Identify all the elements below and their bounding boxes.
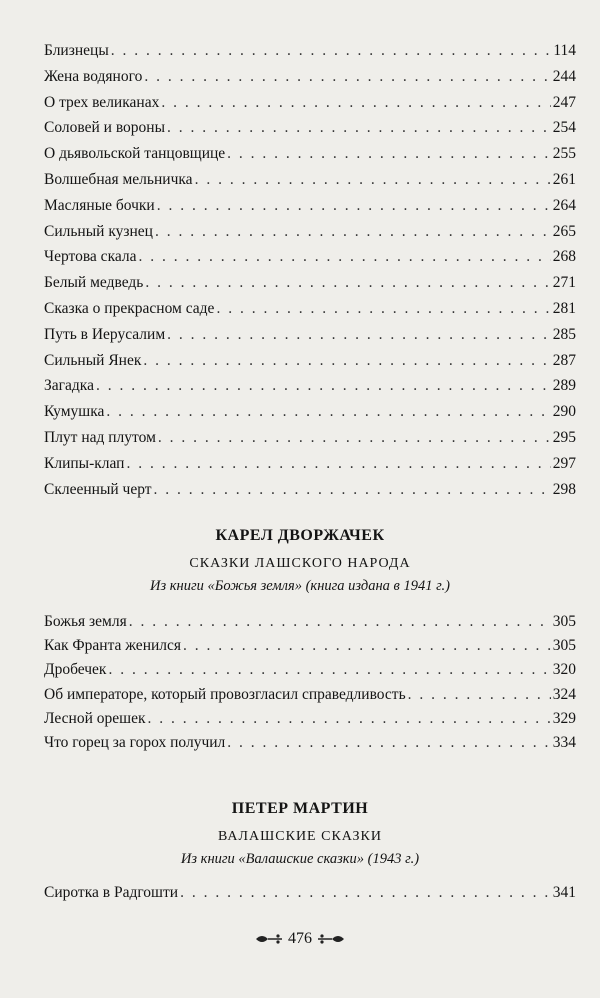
toc-entry-title: Белый медведь (44, 274, 144, 292)
dot-leader (106, 403, 550, 421)
dot-leader (96, 377, 551, 395)
toc-entry-page: 334 (552, 734, 576, 751)
toc-entry-title: Чертова скала (44, 248, 137, 266)
toc-entry (44, 605, 576, 631)
toc-entry-page: 281 (552, 300, 576, 317)
dot-leader (227, 734, 550, 752)
fleuron-icon (316, 932, 346, 946)
toc-entry (44, 111, 576, 137)
collection-heading-valashsky: ВАЛАШСКИЕ СКАЗКИ (217, 829, 383, 844)
toc-entry-title: Сильный Янек (44, 351, 142, 369)
toc-entry-title: Путь в Иерусалим (44, 325, 166, 343)
toc-entry (44, 344, 576, 370)
toc-entry (44, 473, 576, 499)
toc-entry-page: 285 (552, 325, 576, 343)
toc-entry-title: Масляные бочки (44, 196, 155, 214)
toc-entry-page: 324 (552, 685, 576, 703)
source-note-dvorzhachek: Из книги «Божья земля» (книга издана в 1941 г.) (150, 578, 450, 594)
toc-entry-title: О дьявольской танцовщице (44, 145, 226, 163)
dot-leader (143, 352, 550, 370)
dot-leader (144, 68, 550, 86)
toc-entry-title: Сильный кузнец (44, 222, 153, 240)
dot-leader (216, 300, 550, 318)
toc-entry-title: Плут над плутом (44, 429, 156, 446)
dot-leader (126, 455, 550, 473)
toc-entry-page: 254 (552, 119, 576, 137)
toc-entry (44, 215, 576, 241)
toc-entry-page: 297 (552, 454, 576, 472)
toc-entry (44, 292, 576, 318)
toc-entry-page: 114 (553, 42, 576, 59)
toc-entry (44, 629, 576, 655)
toc-entry (44, 653, 576, 679)
toc-entry-page: 305 (552, 637, 576, 655)
toc-entry-title: Об императоре, который провозгласил справедливость (44, 685, 406, 703)
page-folio (0, 930, 600, 948)
toc-entry-page: 255 (552, 145, 576, 163)
dot-leader (195, 171, 551, 189)
toc-entry-page: 265 (552, 222, 576, 240)
toc-entry (44, 678, 576, 704)
toc-entry-title: Соловей и вороны (44, 119, 165, 137)
page-number: 476 (288, 930, 312, 947)
toc-entry-page: 341 (552, 884, 576, 901)
toc-entry-title: Клипы-клап (44, 454, 125, 472)
toc-entry-page: 289 (552, 377, 576, 395)
source-note-martin: Из книги «Валашские сказки» (1943 г.) (180, 851, 420, 867)
dot-leader (111, 42, 552, 60)
toc-entry-page: 271 (552, 274, 576, 292)
toc-entry (44, 34, 576, 60)
toc-entry (44, 137, 576, 163)
toc-entry-page: 329 (552, 709, 576, 727)
toc-entry (44, 447, 576, 473)
toc-entry-title: Склеенный черт (44, 480, 152, 498)
toc-entry-page: 295 (552, 429, 576, 446)
toc-entry (44, 395, 576, 421)
toc-entry-page: 268 (552, 248, 576, 266)
toc-entry-page: 264 (552, 196, 576, 214)
toc-entry-page: 244 (552, 67, 576, 85)
toc-entry (44, 189, 576, 215)
toc-entry-title: Сказка о прекрасном саде (44, 300, 215, 317)
toc-entry-page: 320 (552, 661, 576, 679)
toc-entry (44, 163, 576, 189)
author-heading-dvorzhachek: КАРЕЛ ДВОРЖАЧЕК (215, 527, 385, 544)
toc-entry-title: О трех великанах (44, 93, 160, 111)
author-heading-martin: ПЕТЕР МАРТИН (231, 800, 369, 817)
toc-entry-page: 290 (552, 403, 576, 421)
dot-leader (167, 119, 551, 137)
toc-entry (44, 369, 576, 395)
dot-leader (161, 94, 550, 112)
toc-entry (44, 266, 576, 292)
toc-entry-title: Близнецы (44, 42, 109, 59)
toc-entry-title: Жена водяного (44, 67, 143, 85)
toc-entry (44, 318, 576, 344)
toc-entry-title: Сиротка в Радгошти (44, 884, 179, 901)
dot-leader (154, 481, 551, 499)
dot-leader (155, 223, 551, 241)
toc-entry-page: 247 (552, 93, 576, 111)
toc-entry (44, 876, 576, 902)
dot-leader (227, 145, 551, 163)
toc-entry-title: Дробечек (44, 661, 107, 679)
toc-entry-title: Лесной орешек (44, 709, 146, 727)
toc-entry-title: Как Франта женился (44, 637, 182, 655)
toc-entry-page: 287 (552, 351, 576, 369)
toc-entry (44, 240, 576, 266)
fleuron-icon (254, 932, 284, 946)
dot-leader (158, 429, 551, 447)
toc-entry-title: Что горец за горох получил (44, 734, 226, 751)
toc-entry (44, 60, 576, 86)
dot-leader (157, 197, 551, 215)
toc-entry (44, 421, 576, 447)
toc-entry (44, 726, 576, 752)
toc-entry-title: Загадка (44, 377, 94, 395)
toc-entry-page: 261 (552, 171, 576, 188)
dot-leader (167, 326, 551, 344)
toc-entry-page: 305 (552, 613, 576, 630)
toc-entry-title: Волшебная мельничка (44, 171, 193, 188)
toc-entry-page: 298 (552, 480, 576, 498)
dot-leader (139, 248, 551, 266)
toc-entry-title: Божья земля (44, 613, 127, 630)
dot-leader (180, 884, 551, 902)
toc-entry (44, 702, 576, 728)
toc-entry (44, 86, 576, 112)
dot-leader (145, 274, 550, 292)
toc-entry-title: Кумушка (44, 403, 105, 421)
collection-heading-lashsky: СКАЗКИ ЛАШСКОГО НАРОДА (189, 556, 411, 571)
